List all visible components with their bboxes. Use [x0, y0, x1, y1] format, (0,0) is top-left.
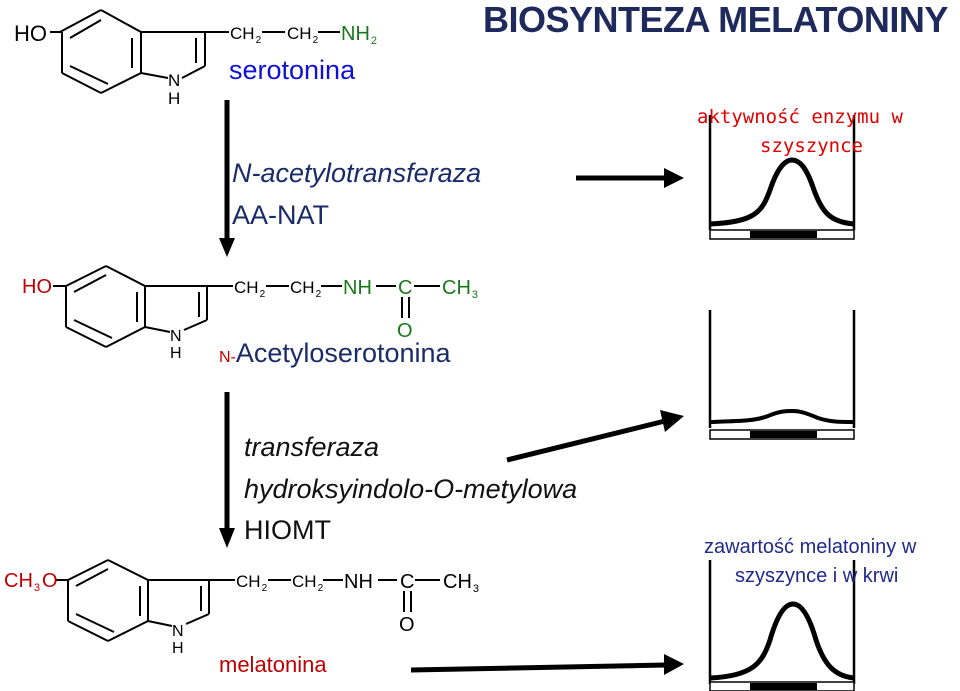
graph1-label-line2: szyszynce	[760, 135, 863, 157]
melatonin-nh: NH	[344, 571, 373, 593]
arrow-right-1	[576, 168, 684, 188]
melatonin-h: H	[172, 640, 184, 657]
serotonin-h: H	[168, 89, 181, 108]
graph1-night-segment	[750, 231, 817, 238]
enzyme1-abbr: AA-NAT	[232, 200, 330, 230]
nacetyl-ho: HO	[22, 276, 52, 298]
melatonin-c: C	[400, 571, 415, 593]
nacetyl-nh: NH	[343, 277, 372, 299]
melatonin-n: N	[172, 623, 184, 640]
arrow-right-3	[411, 654, 684, 675]
melatonin-ch3: $CH_3$	[443, 571, 480, 595]
nacetyl-ch2-b: $CH_2$	[290, 278, 322, 300]
graph3-label-line1: zawartość melatoniny w	[704, 536, 917, 558]
graph3-curve	[710, 604, 854, 678]
nacetyl-ch3: $CH_3$	[442, 277, 479, 301]
graph1-label-line1: aktywność enzymu w	[697, 106, 903, 128]
graph3-label-line2: szyszynce i w krwi	[735, 565, 899, 587]
melatonin-o: O	[399, 614, 415, 636]
melatonin-ch2-b: $CH_2$	[292, 572, 324, 594]
melatonin-ch2-a: $CH_2$	[236, 572, 268, 594]
nacetyl-label	[219, 340, 451, 367]
nacetyl-name: Acetyloserotonina	[235, 338, 451, 368]
serotonin-ch2-b: $CH_2$	[287, 24, 319, 46]
enzyme2-abbr: HIOMT	[244, 515, 331, 545]
graph1-curve	[710, 160, 854, 224]
graph-nacetyl	[710, 310, 854, 439]
graph2-curve	[710, 411, 854, 422]
nacetyl-prefix: N-	[219, 349, 236, 366]
melatonin-label: melatonina	[219, 652, 327, 677]
serotonin-label: serotonina	[229, 55, 356, 85]
arrow-right-2	[507, 410, 684, 460]
enzyme2-line2: hydroksyindolo-O-metylowa	[244, 474, 578, 504]
serotonin-ho: HO	[14, 21, 47, 46]
arrow-down-2	[219, 392, 235, 548]
enzyme1-name: N-acetylotransferaza	[232, 158, 482, 188]
graph-enzyme-activity	[710, 115, 854, 239]
graph3-night-segment	[750, 683, 817, 690]
graph2-night-segment	[750, 431, 817, 438]
nacetyl-o: O	[397, 320, 413, 342]
serotonin-ch2-a: $CH_2$	[230, 24, 262, 46]
enzyme2-line1: transferaza	[244, 432, 380, 462]
nacetyl-n: N	[170, 328, 182, 345]
melatonin-ch3o: $CH_3$ O	[4, 570, 58, 594]
nacetyl-c: C	[398, 277, 413, 299]
page-title: BIOSYNTEZA MELATONINY	[483, 0, 948, 40]
nacetyl-h: H	[170, 345, 182, 362]
serotonin-nh2: $NH_2$	[341, 23, 378, 47]
serotonin-n: N	[168, 71, 181, 90]
nacetyl-ch2-a: $CH_2$	[234, 278, 266, 300]
